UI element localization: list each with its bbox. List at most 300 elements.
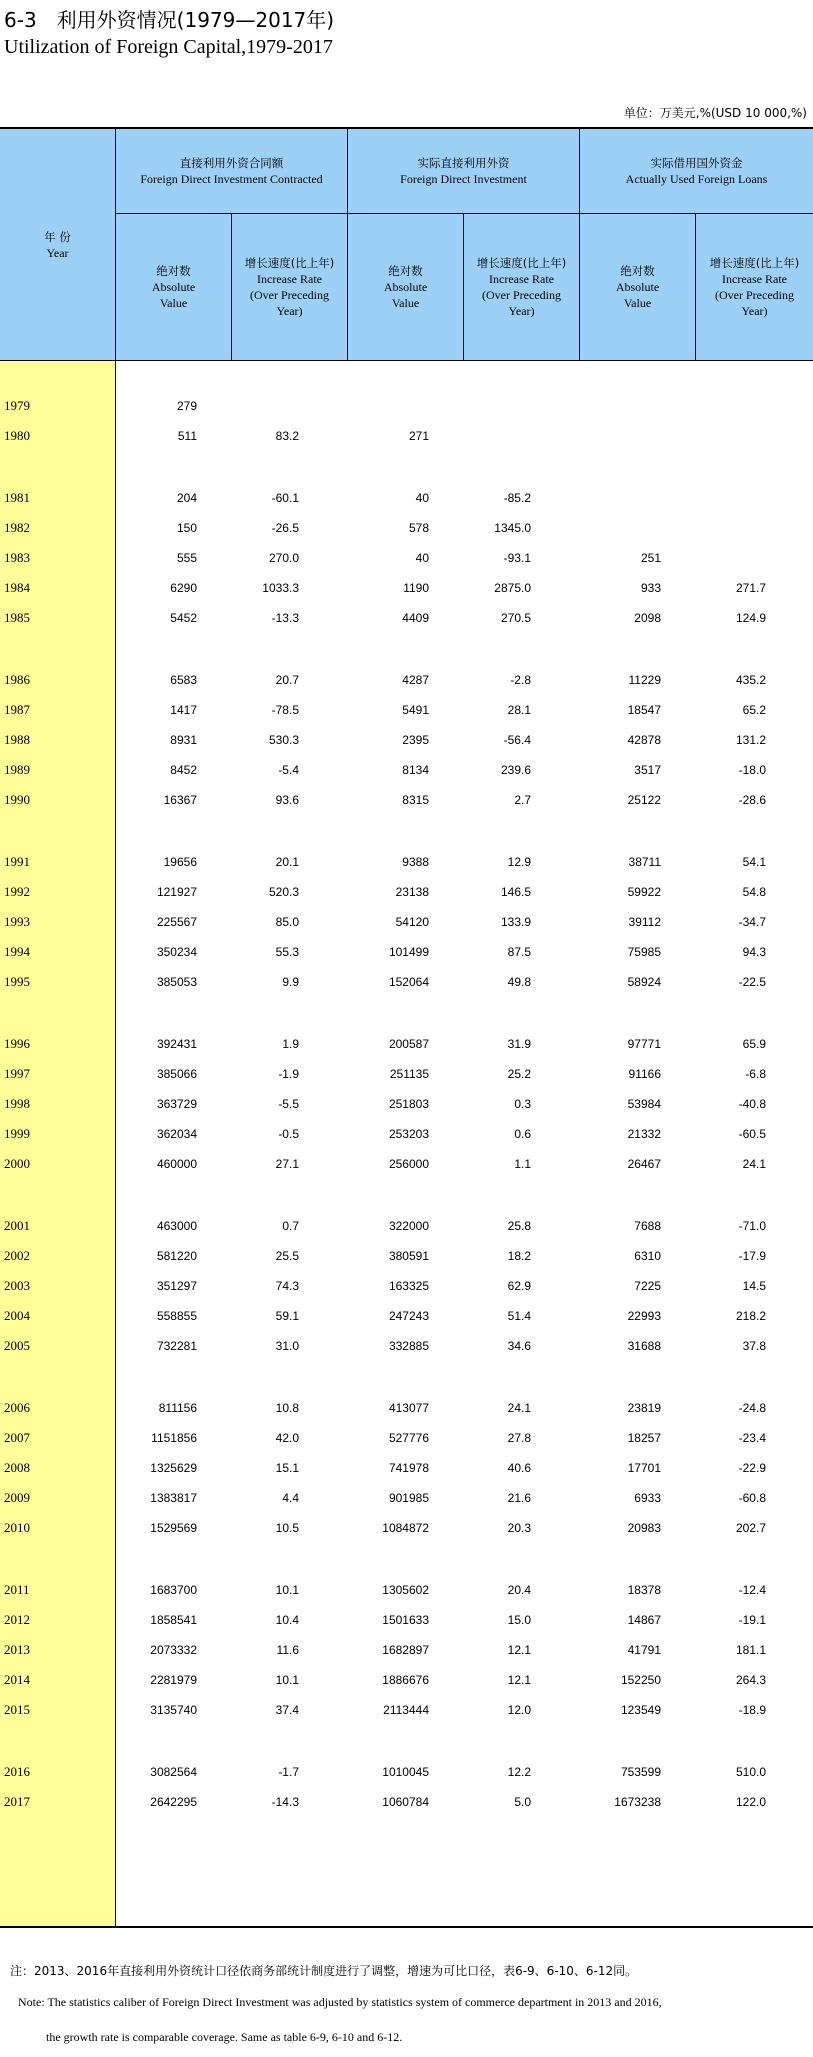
table-row [0,1605,813,1635]
fdi-contracted-rate-cell: 83.2 [275,429,299,443]
note-en-line2: the growth rate is comparable coverage. Same as table 6-9, 6-10 and 6-12. [46,2030,403,2044]
fdi-contracted-rate-cell: 20.1 [275,855,299,869]
fdi-rate-cell: 133.9 [500,915,531,929]
table-row [0,1149,813,1179]
fdi-value-cell: 152064 [388,975,429,989]
fdi-contracted-rate-cell: 27.1 [275,1157,299,1171]
loans-rate-cell: 510.0 [735,1765,766,1779]
note-en-line1: Note: The statistics caliber of Foreign Direct Investment was adjusted by statistics system of commerce department in 2013 and 2016, [18,1995,662,2009]
year-cell: 1991 [4,854,30,869]
loans-rate-cell: 124.9 [735,611,766,625]
loans-value-cell: 7225 [634,1279,661,1293]
fdi-rate-cell: 27.8 [507,1431,531,1445]
loans-value-cell: 11229 [628,673,661,687]
loans-rate-cell: -6.8 [745,1067,766,1081]
fdi-contracted-value-cell: 8452 [170,763,197,777]
loans-value-cell: 251 [640,551,661,565]
table-row [0,391,813,421]
table-row [0,1029,813,1059]
table-row [0,665,813,695]
year-cell: 1997 [4,1066,30,1081]
fdi-rate-cell: 0.3 [514,1097,531,1111]
fdi-contracted-value-cell: 558855 [156,1309,197,1323]
subheader-rate-en3: Year) [508,304,535,318]
loans-value-cell: 933 [640,581,661,595]
fdi-value-cell: 4409 [402,611,429,625]
fdi-value-cell: 380591 [388,1249,429,1263]
table-row [0,421,813,451]
fdi-contracted-value-cell: 121927 [156,885,197,899]
loans-rate-cell: -12.4 [738,1583,766,1597]
table-row [0,1453,813,1483]
fdi-contracted-value-cell: 225567 [156,915,197,929]
fdi-contracted-value-cell: 351297 [156,1279,197,1293]
table-row [0,483,813,513]
loans-rate-cell: 94.3 [742,945,766,959]
loans-rate-cell: 435.2 [735,673,766,687]
fdi-contracted-rate-cell: -1.7 [278,1765,299,1779]
year-cell: 1982 [4,520,30,535]
header-group3-en: Actually Used Foreign Loans [625,172,768,186]
fdi-value-cell: 332885 [388,1339,429,1353]
fdi-rate-cell: 15.0 [507,1613,531,1627]
loans-value-cell: 123549 [620,1703,661,1717]
fdi-rate-cell: 12.9 [507,855,531,869]
fdi-rate-cell: -56.4 [503,733,531,747]
loans-rate-cell: -40.8 [738,1097,766,1111]
fdi-value-cell: 8315 [402,793,429,807]
table-row [0,543,813,573]
fdi-rate-cell: -2.8 [510,673,531,687]
fdi-rate-cell: 21.6 [507,1491,531,1505]
header-group3-cn: 实际借用国外资金 [650,156,743,170]
fdi-value-cell: 23138 [395,885,429,899]
subheader-abs-en2: Value [391,296,420,310]
header-fdi-contracted [116,129,348,214]
fdi-contracted-rate-cell: 530.3 [268,733,299,747]
fdi-contracted-rate-cell: 520.3 [268,885,299,899]
loans-rate-cell: -60.8 [738,1491,766,1505]
fdi-value-cell: 1305602 [382,1583,429,1597]
loans-value-cell: 53984 [627,1097,661,1111]
fdi-contracted-value-cell: 2642295 [150,1795,197,1809]
header-group1-cn: 直接利用外资合同额 [179,156,284,170]
table-row [0,1665,813,1695]
fdi-rate-cell: 12.2 [507,1765,531,1779]
subheader-rate-cn: 增长速度(比上年) [709,256,800,270]
fdi-rate-cell: 12.0 [507,1703,531,1717]
fdi-value-cell: 578 [408,521,429,535]
subheader-rate-en2: (Over Preceding [482,288,561,302]
fdi-rate-cell: 146.5 [500,885,531,899]
year-cell: 2016 [4,1764,30,1779]
header-group1-en: Foreign Direct Investment Contracted [140,172,323,186]
subheader-rate [696,214,813,361]
fdi-contracted-rate-cell: 10.1 [275,1673,299,1687]
header-year-en: Year [46,245,69,260]
fdi-contracted-rate-cell: 15.1 [275,1461,299,1475]
table-row [0,755,813,785]
fdi-contracted-rate-cell: 59.1 [275,1309,299,1323]
subheader-rate-en3: Year) [741,304,768,318]
loans-rate-cell: 65.9 [742,1037,766,1051]
subheader-abs-en2: Value [623,296,652,310]
table-row [0,603,813,633]
loans-value-cell: 38711 [628,855,661,869]
year-cell: 2015 [4,1702,30,1717]
loans-value-cell: 753599 [620,1765,661,1779]
subheader-rate-en1: Increase Rate [722,272,787,286]
fdi-contracted-value-cell: 19656 [163,855,197,869]
year-cell: 2008 [4,1460,30,1475]
loans-rate-cell: 271.7 [735,581,766,595]
fdi-contracted-value-cell: 5452 [170,611,197,625]
fdi-rate-cell: 0.6 [514,1127,531,1141]
fdi-contracted-rate-cell: 270.0 [268,551,299,565]
loans-rate-cell: -18.9 [738,1703,766,1717]
table-row [0,1423,813,1453]
year-cell: 2012 [4,1612,30,1627]
fdi-contracted-rate-cell: -1.9 [278,1067,299,1081]
fdi-value-cell: 1886676 [382,1673,429,1687]
unit-label: 单位：万美元,%(USD 10 000,%) [623,106,807,120]
subheader-rate-cn: 增长速度(比上年) [244,256,335,270]
year-cell: 2005 [4,1338,30,1353]
fdi-value-cell: 901985 [388,1491,429,1505]
year-cell: 1984 [4,580,30,595]
fdi-value-cell: 8134 [402,763,429,777]
fdi-rate-cell: 49.8 [507,975,531,989]
bottom-rule [0,1926,813,1928]
year-cell: 1998 [4,1096,30,1111]
fdi-value-cell: 40 [415,551,429,565]
fdi-rate-cell: 239.6 [500,763,531,777]
year-cell: 1995 [4,974,30,989]
loans-rate-cell: -28.6 [738,793,766,807]
year-cell: 2017 [4,1794,30,1809]
year-cell: 2014 [4,1672,30,1687]
fdi-value-cell: 200587 [388,1037,429,1051]
loans-value-cell: 41791 [627,1643,661,1657]
fdi-value-cell: 5491 [402,703,429,717]
fdi-rate-cell: 62.9 [507,1279,531,1293]
table-row [0,695,813,725]
fdi-contracted-value-cell: 6290 [170,581,197,595]
fdi-value-cell: 1060784 [382,1795,429,1809]
fdi-value-cell: 271 [408,429,429,443]
fdi-value-cell: 1682897 [382,1643,429,1657]
table-row [0,967,813,997]
loans-rate-cell: -17.9 [738,1249,766,1263]
loans-value-cell: 18547 [627,703,661,717]
loans-rate-cell: 264.3 [735,1673,766,1687]
subheader-abs-cn: 绝对数 [156,264,191,278]
table-row [0,1787,813,1817]
table-row [0,1331,813,1361]
subheader-abs-en2: Value [159,296,188,310]
fdi-contracted-rate-cell: 55.3 [275,945,299,959]
table-row [0,877,813,907]
fdi-contracted-value-cell: 204 [176,491,197,505]
fdi-rate-cell: 31.9 [507,1037,531,1051]
fdi-rate-cell: 12.1 [507,1643,531,1657]
fdi-contracted-rate-cell: 31.0 [275,1339,299,1353]
fdi-contracted-value-cell: 1151856 [151,1431,197,1445]
fdi-contracted-rate-cell: 4.4 [282,1491,299,1505]
loans-value-cell: 7688 [634,1219,661,1233]
year-cell: 1986 [4,672,30,687]
fdi-contracted-rate-cell: 9.9 [282,975,299,989]
header-group2-en: Foreign Direct Investment [400,172,527,186]
table-row [0,1211,813,1241]
loans-rate-cell: 65.2 [742,703,766,717]
fdi-contracted-value-cell: 385066 [156,1067,197,1081]
subheader-rate-en2: (Over Preceding [715,288,794,302]
subheader-abs-cn: 绝对数 [388,264,423,278]
subheader-rate-en3: Year) [276,304,303,318]
fdi-contracted-rate-cell: -26.5 [271,521,299,535]
fdi-value-cell: 40 [415,491,429,505]
year-cell: 2013 [4,1642,30,1657]
fdi-rate-cell: 12.1 [507,1673,531,1687]
fdi-contracted-rate-cell: 1.9 [282,1037,299,1051]
fdi-rate-cell: 270.5 [500,611,531,625]
note-cn: 注：2013、2016年直接利用外资统计口径依商务部统计制度进行了调整，增速为可比口径，表6-9、6-10、6-12同。 [10,1964,638,1978]
fdi-rate-cell: 2875.0 [494,581,531,595]
header-year-cn: 年 份 [44,229,71,244]
loans-rate-cell: -71.0 [738,1219,766,1233]
fdi-rate-cell: -85.2 [503,491,531,505]
table-row [0,513,813,543]
year-cell: 1993 [4,914,30,929]
fdi-rate-cell: 40.6 [507,1461,531,1475]
table-row [0,1575,813,1605]
year-cell: 1992 [4,884,30,899]
fdi-contracted-value-cell: 1383817 [150,1491,197,1505]
header-group2-cn: 实际直接利用外资 [417,156,510,170]
fdi-value-cell: 413077 [388,1401,429,1415]
loans-value-cell: 20983 [627,1521,661,1535]
fdi-value-cell: 247243 [388,1309,429,1323]
year-cell: 2004 [4,1308,30,1323]
fdi-contracted-value-cell: 385053 [156,975,197,989]
table-row [0,1757,813,1787]
year-cell: 2001 [4,1218,30,1233]
table-row [0,1301,813,1331]
fdi-contracted-value-cell: 460000 [156,1157,197,1171]
loans-value-cell: 22993 [627,1309,661,1323]
fdi-contracted-rate-cell: -0.5 [278,1127,299,1141]
fdi-contracted-rate-cell: -5.5 [278,1097,299,1111]
fdi-value-cell: 256000 [388,1157,429,1171]
loans-value-cell: 18257 [627,1431,661,1445]
subheader-rate-en1: Increase Rate [489,272,554,286]
fdi-contracted-value-cell: 3082564 [150,1765,197,1779]
loans-rate-cell: 54.1 [742,855,766,869]
loans-value-cell: 25122 [627,793,661,807]
fdi-value-cell: 1084872 [382,1521,429,1535]
fdi-contracted-value-cell: 16367 [163,793,197,807]
loans-rate-cell: 24.1 [742,1157,766,1171]
year-cell: 1989 [4,762,30,777]
loans-value-cell: 18378 [627,1583,661,1597]
fdi-contracted-value-cell: 8931 [170,733,197,747]
fdi-rate-cell: 28.1 [507,703,531,717]
loans-rate-cell: 131.2 [735,733,766,747]
fdi-contracted-value-cell: 555 [176,551,197,565]
loans-rate-cell: 37.8 [742,1339,766,1353]
header-foreign-loans [580,129,813,214]
fdi-value-cell: 1010045 [382,1765,429,1779]
fdi-contracted-rate-cell: 25.5 [275,1249,299,1263]
fdi-value-cell: 527776 [388,1431,429,1445]
table-row [0,1059,813,1089]
fdi-contracted-rate-cell: 93.6 [275,793,299,807]
year-cell: 2010 [4,1520,30,1535]
fdi-rate-cell: 51.4 [507,1309,531,1323]
subheader-absolute [580,214,696,361]
table-row [0,1119,813,1149]
fdi-value-cell: 9388 [402,855,429,869]
fdi-rate-cell: 87.5 [507,945,531,959]
fdi-rate-cell: 1.1 [514,1157,531,1171]
loans-rate-cell: 218.2 [735,1309,766,1323]
table-row [0,937,813,967]
fdi-rate-cell: 34.6 [507,1339,531,1353]
loans-rate-cell: -19.1 [738,1613,766,1627]
loans-value-cell: 23819 [627,1401,661,1415]
fdi-contracted-value-cell: 350234 [156,945,197,959]
loans-rate-cell: -34.7 [738,915,766,929]
loans-rate-cell: 202.7 [735,1521,766,1535]
fdi-rate-cell: 25.8 [507,1219,531,1233]
subheader-rate-en2: (Over Preceding [250,288,329,302]
table-row [0,573,813,603]
table-row [0,1241,813,1271]
fdi-contracted-rate-cell: 11.6 [276,1643,299,1657]
loans-rate-cell: 122.0 [735,1795,766,1809]
fdi-rate-cell: -93.1 [503,551,531,565]
year-cell: 2007 [4,1430,30,1445]
year-cell: 1987 [4,702,30,717]
loans-value-cell: 26467 [627,1157,661,1171]
fdi-contracted-value-cell: 1417 [170,703,197,717]
fdi-rate-cell: 2.7 [514,793,531,807]
table-row [0,1695,813,1725]
year-cell: 1988 [4,732,30,747]
fdi-rate-cell: 25.2 [507,1067,531,1081]
fdi-contracted-rate-cell: 0.7 [282,1219,299,1233]
table-row [0,847,813,877]
header-year [0,129,116,361]
fdi-value-cell: 251803 [388,1097,429,1111]
table-title-cn: 6-3 利用外资情况(1979—2017年) [4,8,335,32]
loans-rate-cell: 181.1 [735,1643,766,1657]
fdi-value-cell: 4287 [402,673,429,687]
fdi-contracted-value-cell: 811156 [158,1401,197,1415]
fdi-contracted-rate-cell: 37.4 [275,1703,299,1717]
loans-value-cell: 21332 [627,1127,661,1141]
fdi-value-cell: 2395 [402,733,429,747]
fdi-contracted-value-cell: 2073332 [150,1643,197,1657]
fdi-contracted-value-cell: 581220 [156,1249,197,1263]
fdi-contracted-value-cell: 6583 [170,673,197,687]
fdi-value-cell: 251135 [389,1067,429,1081]
table-row [0,1635,813,1665]
loans-rate-cell: -23.4 [738,1431,766,1445]
loans-value-cell: 75985 [627,945,661,959]
subheader-rate-en1: Increase Rate [257,272,322,286]
fdi-contracted-rate-cell: -13.3 [271,611,299,625]
subheader-abs-cn: 绝对数 [620,264,655,278]
fdi-contracted-rate-cell: 85.0 [275,915,299,929]
year-cell: 2006 [4,1400,30,1415]
table-row [0,907,813,937]
loans-value-cell: 152250 [620,1673,661,1687]
fdi-contracted-value-cell: 1529569 [150,1521,197,1535]
loans-rate-cell: -22.5 [738,975,766,989]
table-title-en: Utilization of Foreign Capital,1979-2017 [4,36,333,58]
subheader-abs-en1: Absolute [383,280,428,294]
loans-rate-cell: -60.5 [738,1127,766,1141]
fdi-rate-cell: 24.1 [507,1401,531,1415]
loans-value-cell: 39112 [628,915,661,929]
loans-value-cell: 2098 [634,611,661,625]
table-row [0,725,813,755]
table-row [0,1513,813,1543]
header-fdi [348,129,580,214]
year-cell: 2009 [4,1490,30,1505]
subheader-absolute [116,214,232,361]
fdi-rate-cell: 20.3 [507,1521,531,1535]
fdi-contracted-rate-cell: -78.5 [271,703,299,717]
subheader-rate [464,214,580,361]
fdi-contracted-value-cell: 363729 [156,1097,197,1111]
loans-value-cell: 59922 [627,885,661,899]
loans-rate-cell: -18.0 [738,763,766,777]
fdi-contracted-value-cell: 1858541 [150,1613,197,1627]
fdi-value-cell: 163325 [388,1279,429,1293]
year-cell: 1981 [4,490,30,505]
loans-value-cell: 31688 [627,1339,661,1353]
fdi-value-cell: 2113444 [383,1703,429,1717]
fdi-contracted-value-cell: 362034 [156,1127,197,1141]
table-row [0,785,813,815]
loans-value-cell: 3517 [634,763,661,777]
loans-value-cell: 6933 [634,1491,661,1505]
year-cell: 1985 [4,610,30,625]
loans-rate-cell: -22.9 [738,1461,766,1475]
fdi-contracted-value-cell: 511 [177,429,197,443]
fdi-contracted-rate-cell: 10.5 [275,1521,299,1535]
table-row [0,1393,813,1423]
year-cell: 1996 [4,1036,30,1051]
loans-value-cell: 1673238 [614,1795,661,1809]
fdi-rate-cell: 18.2 [507,1249,531,1263]
subheader-rate [232,214,348,361]
fdi-contracted-rate-cell: 10.8 [275,1401,299,1415]
loans-value-cell: 17701 [627,1461,661,1475]
loans-value-cell: 58924 [627,975,661,989]
fdi-value-cell: 322000 [388,1219,429,1233]
year-cell: 2000 [4,1156,30,1171]
fdi-contracted-value-cell: 463000 [156,1219,197,1233]
data-table [0,127,813,1928]
fdi-contracted-rate-cell: -60.1 [271,491,299,505]
year-cell: 1990 [4,792,30,807]
loans-value-cell: 14867 [627,1613,661,1627]
loans-rate-cell: 14.5 [742,1279,766,1293]
